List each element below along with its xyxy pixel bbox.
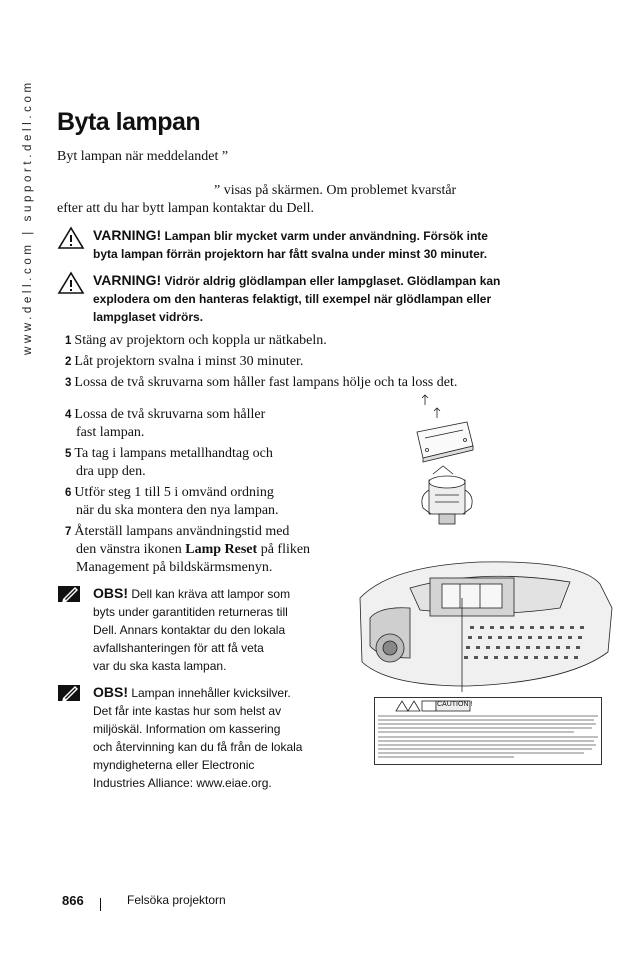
note-text: Dell kan kräva att lampor som: [128, 587, 291, 601]
step-number: 3: [65, 377, 72, 389]
page-footer: [62, 893, 226, 908]
step-5: [65, 445, 273, 481]
warning-text: Lampan blir mycket varm under användning. Försök inte: [164, 229, 488, 243]
warning-text: explodera om den hanteras felaktigt, till exempel när glödlampan eller: [93, 292, 492, 306]
lamp-reset-term: Lamp Reset: [185, 542, 258, 557]
step-1: [65, 332, 327, 350]
step-text-part: på fliken: [257, 542, 311, 557]
step-text: Återställ lampans användningstid med: [74, 524, 290, 539]
step-text: fast lampan.: [76, 425, 145, 440]
warning-2: [57, 271, 527, 326]
note-pencil-icon: [57, 683, 83, 703]
footer-divider: [100, 898, 101, 911]
warning-triangle-icon: [57, 271, 85, 295]
step-3: [65, 374, 457, 392]
step-number: 7: [65, 526, 72, 538]
step-text: Lossa de två skruvarna som håller fast lampans hölje och ta loss det.: [74, 375, 458, 390]
step-number: 5: [65, 448, 72, 460]
step-text: dra upp den.: [76, 464, 146, 479]
warning-label: VARNING!: [93, 272, 162, 288]
step-4: [65, 406, 265, 442]
step-text: Lossa de två skruvarna som håller: [74, 407, 266, 422]
step-text: Ta tag i lampans metallhandtag och: [74, 446, 273, 461]
warning-text: lampglaset vidrörs.: [93, 310, 204, 324]
step-number: 2: [65, 356, 72, 368]
page-title: Byta lampan: [57, 108, 201, 136]
note-pencil-icon: [57, 584, 83, 604]
step-text: Management på bildskärmsmenyn.: [76, 560, 273, 575]
step-number: 4: [65, 409, 72, 421]
intro-line-3: efter att du har bytt lampan kontaktar du Dell.: [57, 201, 314, 216]
note-1: [57, 584, 337, 675]
warning-triangle-icon: [57, 226, 85, 250]
note-label: OBS!: [93, 684, 128, 700]
warning-label: VARNING!: [93, 227, 162, 243]
step-2: [65, 353, 303, 371]
sidebar-url: www.dell.com | support.dell.com: [22, 79, 34, 355]
note-text: och återvinning kan du få från de lokala: [93, 740, 303, 754]
step-text: Låt projektorn svalna i minst 30 minuter.: [74, 354, 304, 369]
note-2: [57, 683, 337, 792]
step-text: Stäng av projektorn och koppla ur nätkabeln.: [74, 333, 327, 348]
note-text: Lampan innehåller kvicksilver.: [128, 686, 291, 700]
step-number: 1: [65, 335, 72, 347]
warning-text: byta lampan förrän projektorn har fått svalna under minst 30 minuter.: [93, 247, 488, 261]
intro-line-2: ” visas på skärmen. Om problemet kvarstår: [214, 183, 457, 198]
step-text: [65, 541, 310, 559]
note-text: miljöskäl. Information om kassering: [93, 722, 281, 736]
lamp-illustration: [405, 390, 485, 540]
note-text: Dell. Annars kontaktar du den lokala: [93, 623, 286, 637]
note-text: var du ska kasta lampan.: [93, 659, 227, 673]
footer-section-title: Felsöka projektorn: [127, 893, 226, 907]
projector-illustration: [350, 558, 622, 692]
page-number: 866: [62, 893, 84, 908]
note-text: Industries Alliance: www.eiae.org.: [93, 776, 272, 790]
step-text: när du ska montera den nya lampan.: [76, 503, 279, 518]
step-6: [65, 484, 279, 520]
note-text: myndigheterna eller Electronic: [93, 758, 255, 772]
step-number: 6: [65, 487, 72, 499]
note-text: Det får inte kastas hur som helst av: [93, 704, 282, 718]
step-7: [65, 523, 310, 577]
warning-text: Vidrör aldrig glödlampan eller lampglaset. Glödlampan kan: [164, 274, 501, 288]
intro-line-1: Byt lampan när meddelandet ”: [57, 149, 229, 164]
note-label: OBS!: [93, 585, 128, 601]
note-text: byts under garantitiden returneras till: [93, 605, 288, 619]
step-text-part: den vänstra ikonen: [76, 542, 186, 557]
step-text: Utför steg 1 till 5 i omvänd ordning: [74, 485, 274, 500]
caution-label-heading: CAUTION !: [437, 701, 473, 708]
caution-label-illustration: [374, 697, 602, 765]
warning-1: [57, 226, 527, 263]
note-text: avfallshanteringen för att få veta: [93, 641, 264, 655]
